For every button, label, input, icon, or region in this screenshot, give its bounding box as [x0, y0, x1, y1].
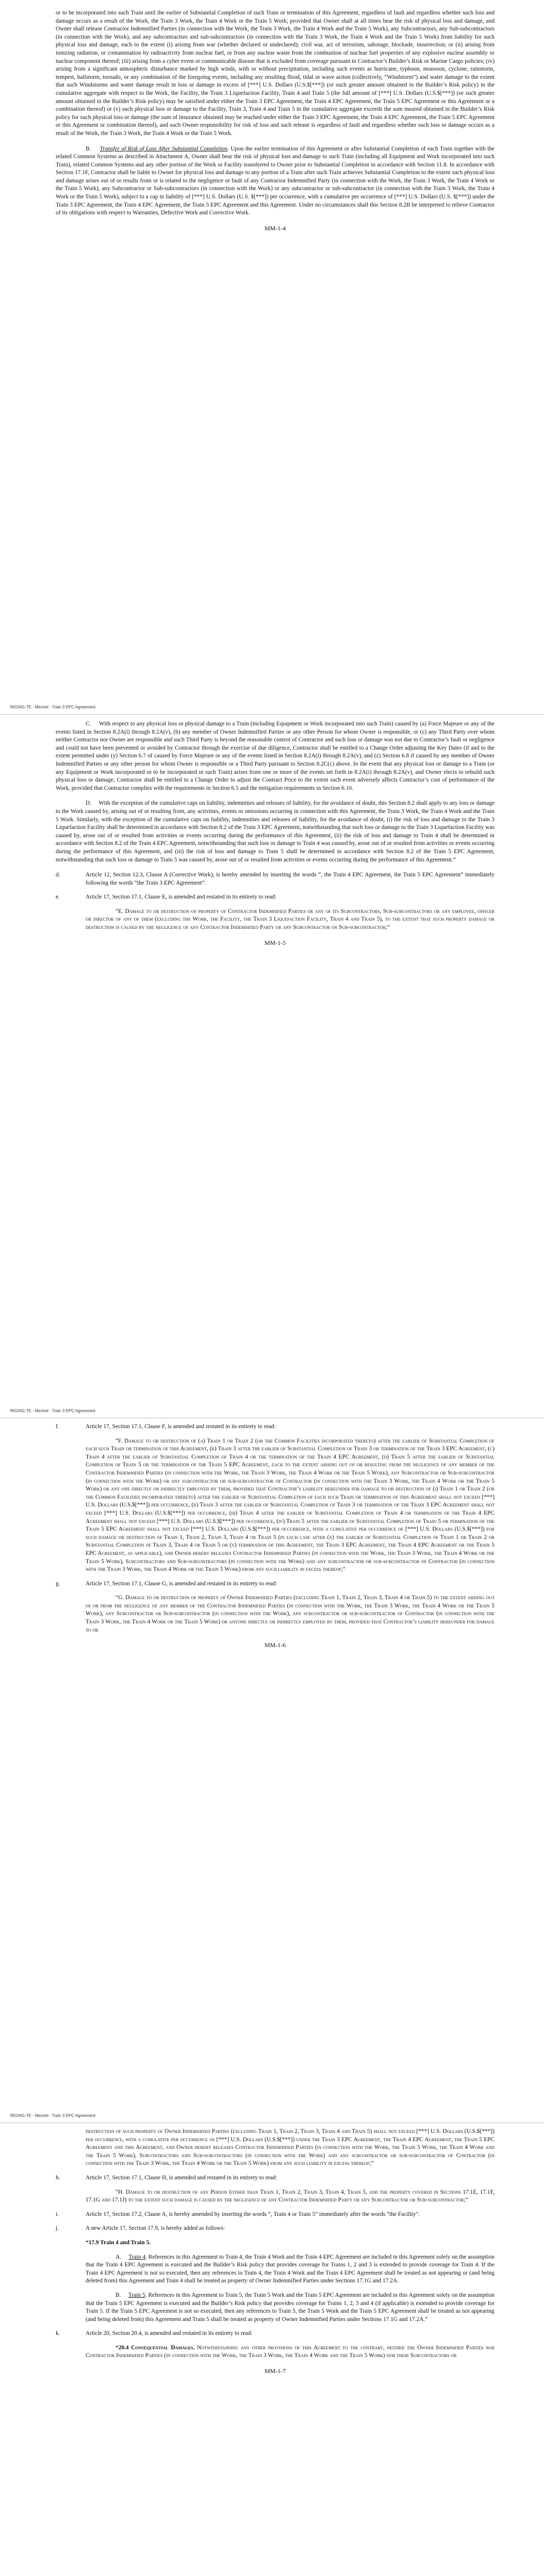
page-divider — [0, 714, 544, 715]
clause-label: A. — [116, 2253, 122, 2260]
section-17-9b-paragraph — [86, 2292, 494, 2324]
quoted-clause-body: Notwithstanding any other provisions of this Agreement to the contrary, neither the Owner Indemnified Parties nor Contractor Indemnified Parties (in connection with the Work, the Train 3 Work, the Train 4 Work and the Train 5 Work) nor their Subcontractors or — [86, 2344, 494, 2359]
section-8-2c-paragraph — [56, 720, 494, 792]
clause-body: . References in this Agreement to Train 4, the Train 4 Work and the Train 4 EPC Agreement are included in this Agreement solely on the assumption that the Train 4 EPC Agreement is executed and the Builder’s Risk policy that provides coverage for Trains 1, 2 and 3 is extended to provide coverage for Train 4. If the Train 4 EPC Agreement is not so executed, then any references to Train 4, the Train 4 Work and the Train 4 EPC Agreement shall be treated as not appearing or (and being deleted from) this Agreement and Train 4 shall be treated as property of Owner Indemnified Parties under Sections 17.1G and 17.2A. — [86, 2253, 494, 2284]
item-text: A new Article 17, Section 17.9, is hereby added as follows: — [86, 2225, 225, 2232]
quoted-clause-text: “F. Damage to or destruction of (a) Train 1 or Train 2 (or the Common Facilities incorporated thereto) after the earlier of Substantial Completion of each such Train or termination of this Agreement, (b) Train 3 after the earlier of Substantial Completion of Train 3 or termination of the Train 3 EPC Agreement, (c) Train 4 after the earlier of Substantial Completion of Train 4 or the termination of the Train 4 EPC Agreement, (d) Train 5 after the earlier of Substantial Completion of Train 5 or the termination of the Train 5 EPC Agreement, each to the extent arising out of or resulting from the negligence of any member of the Contractor Indemnified Parties (in connection with the Work, the Train 3 Work, the Train 4 Work or the Train 5 Work), any Subcontractor or Sub-subcontractor (in connection with the Work) or any subcontractor or sub-subcontractor of Contractor (in connection with the Train 3 Work, the Train 4 Work or the Train 5 Work) or any one directly or indirectly employed by them, provided that Contractor’s liability hereunder for damage to or destruction of (i) Train 1 or Train 2 (or the Common Facilities incorporated thereto) after the earlier of Substantial Completion of each such Train or termination of this Agreement shall not exceed [***] U.S. Dollars (U.S.$[***]) per occurrence, (ii) Train 3 after the earlier of Substantial Completion of Train 3 or termination of the Train 3 EPC Agreement shall not exceed [***] U.S. Dollars (U.S.$[***]) per occurrence, (iii) Train 4 after the earlier of Substantial Completion of Train 4 or termination of the Train 4 EPC Agreement shall not exceed [***] U.S. Dollars (U.S.$[***]) per occurrence, (iv) Train 5 after the earlier of Substantial Completion of Train 5 or termination of the Train 5 EPC Agreement shall not exceed [***] U.S. Dollars (U.S.$[***]) per occurrence, with a cumulative per occurrence of [***] U.S. Dollars (U.S.$[***]) for such damage or destruction of Train 1, Train 2, Train 3, Train 4 or Train 5 (in each case after (x) the earlier of Substantial Completion of Train 1 or Train 2 or Substantial Completion of Train 3, Train 4 or Train 5 or (y) termination of this Agreement, the Train 3 EPC Agreement, the Train 4 EPC Agreement or the Train 5 EPC Agreement, as applicable), and Owner hereby releases Contractor Indemnified Parties (in connection with the Work, the Train 3 Work, the Train 4 Work or the Train 5 Work), Subcontractors and Sub-subcontractors (in connection with the Work) and any subcontractor or sub-subcontractor of Contractor (in connection with the Train 3 Work, the Train 4 Work or the Train 5 Work) from any such liability in excess thereof;” — [86, 1437, 494, 1573]
document-page-1 — [0, 9, 544, 702]
quoted-clause-heading: “20.4 Consequential Damages. — [116, 2344, 195, 2351]
footer-text: RIO/AG-TE - Mechel - Train 3 EPC Agreement — [10, 2113, 95, 2118]
item-letter: f. — [56, 1423, 59, 1430]
clause-title: Train 5 — [128, 2292, 145, 2298]
item-letter: d. — [56, 872, 60, 878]
quoted-clause-text: “E. Damage to or destruction of property of Contractor Indemnified Parties or any of its Subcontractors, Sub-subcontractors or any employee, officer or director of any of them (excluding the Work, the Facility, the Train 3 Liquefaction Facility, Train 4 and Train 5), to the extent that such property damage or destruction is caused by the negligence of any Contractor Indemnified Party or any Subcontractor or Sub-subcontractor;” — [86, 908, 494, 931]
document-page-4 — [0, 2128, 544, 2576]
quoted-clause-text — [86, 2344, 494, 2360]
amended-clause-17-1g-continued — [86, 2128, 494, 2168]
clause-body: With the exception of the cumulative caps on liability, indemnities and releases of liability, for the avoidance of doubt, this Section 8.2 shall apply to any loss or damage to the Work caused by, arising out of or resulting from, any activities, events or omissions occurring in connection with this Agreement, the Train 3 Work, the Train 4 Work and the Train 5 Work. Similarly, with the exception of the cumulative caps on liability, indemnities and releases of liability, for the avoidance of doubt, (i) the risk of loss and damage to the Train 3 Liquefaction Facility shall be determined in accordance with Section 8.2 of the Train 3 EPC Agreement, notwithstanding that such loss or damage to the Train 3 Liquefaction Facility was caused by, arose out of or resulted from activities or events occurring during the performance of this Agreement, (ii) the risk of loss and damage to Train 4 shall be determined in accordance with Section 8.2 of the Train 4 EPC Agreement, notwithstanding that such loss or damage to Train 4 was caused by, arose out of or resulted from activities or events occurring during the performance of this Agreement, and (iii) the risk of loss and damage to Train 5 shall be determined in accordance with Section 8.2 of the Train 5 EPC Agreement, notwithstanding that such loss or damage to Train 5 was caused by, arose out of or resulted from activities or events occurring during the performance of this Agreement.” — [56, 800, 494, 863]
amendment-item-i — [56, 2211, 494, 2219]
section-17-9a-paragraph — [86, 2253, 494, 2285]
quoted-clause-text: “G. Damage to or destruction of property of Owner Indemnified Parties (excluding Train 1, Train 2, Train 3, Train 4 or Train 5) to the extent arising out of or from the negligence of any member of the Contractor Indemnified Parties (in connection with the Work, the Train 3 Work, the Train 4 Work or the Train 5 Work), any Subcontractor or Sub-subcontractor (in connection with the Work), any subcontractor or sub-subcontractor of Contractor (in connection with the Train 3 Work, the Train 4 Work or the Train 5 Work) or anyone directly or indirectly employed by them, provided that Contractor’s liability hereunder for damage to or — [86, 1595, 494, 1633]
item-text: Article 17, Section 17.1, Clause H, is amended and restated in its entirety to read: — [86, 2174, 277, 2181]
item-letter: h. — [56, 2174, 60, 2181]
clause-body: . Upon the earlier termination of this Agreement or after Substantial Completion of each Train together with the related Common Systems as described in Attachment A, Owner shall bear the risk of physical loss and damage to such Train (including all Equipment and Work incorporated into such Train), related Common Systems and any other portion of the Work or Facility transferred to Owner prior to Substantial Completion in accordance with Section 11.8. In accordance with Section 17.1F, Contractor shall be liable to Owner for physical loss and damage to any portion of a Train after such Train achieves Substantial Completion to the extent such physical loss and damage arises out of or results from or is related to the negligence or fault of any Contractor Indemnified Party (in connection with the Work, the Train 3 Work, the Train 4 Work or the Train 5 Work), any Subcontractor or Sub-subcontractors (in connection with the Work) or any subcontractor or sub-subcontractor (in connection with the Train 3 Work, the Train 4 Work or the Train 5 Work), subject to a cap in liability of [***] U.S. Dollars (U.S. $[***]) per occurrence, with a cumulative per occurrence of [***] U.S. Dollars (U.S. $[***]) under the Train 3 EPC Agreement, the Train 4 EPC Agreement, the Train 5 EPC Agreement and this Agreement. Under no circumstances shall this Section 8.2B be interpreted to relieve Contractor of its obligations with respect to Warranties, Defective Work and Corrective Work. — [56, 145, 494, 216]
footer-text: RIO/AG-TE - Mechel - Train 3 EPC Agreement — [10, 1409, 95, 1413]
risk-of-loss-paragraph: or to be incorporated into such Train until the earlier of Substantial Completion of such Train or termination of this Agreement, regardless of fault and regardless whether such loss and damage occurs as a result of the Work, the Train 3 Work, the Train 4 Work or the Train 5 Work; provided that Owner shall at all times bear the risk of physical loss and damage, and Owner shall release Contractor Indemnified Parties (in connection with the Work, the Train 3 Work, the Train 4 Work and the Train 5 Work), any Subcontractors, any Sub-subcontractors (in connection with the Work), and any subcontractors and sub-subcontractors (in connection with the Train 3 Work, the Train 4 Work and the Train 5 Work) from liability for such physical loss and damage, each to the extent (i) arising from war (whether declared or undeclared); civil war, act of terrorism, sabotage, blockade, insurrection; or (ii) arising from ionizing radiation, or contamination by radioactivity from nuclear fuel, or from any nuclear waste from the combustion of nuclear fuel properties of any explosive nuclear assembly or nuclear component thereof; (iii) arising from a cyber event or communicable disease that is excluded from coverage pursuant to Contractor’s Builder’s Risk or Marine Cargo policies; (iv) arising from a significant atmospheric disturbance marked by high winds, with or without precipitation, including such events as hurricane, typhoon, monsoon, cyclone, rainstorm, tempest, hailstorm, tornado, or any combination of the foregoing events, including any resulting flood, tidal or wave action (collectively, “Windstorm”) and water damage to the extent that such Windstorms and water damage result in loss or damage in excess of [***] U.S. Dollars (U.S.$[***]) (or such greater amount obtained in the Builder’s Risk policy) in the cumulative aggregate with respect to the Work, the Facility, the Train 3 Liquefaction Facility, Train 4 and Train 5 (the full amount of [***] U.S. Dollars (U.S.$[***]) (or such greater amount obtained in the Builder’s Risk policy) may be satisfied under either the Train 3 EPC Agreement, the Train 4 EPC Agreement, the Train 5 EPC Agreement or this Agreement or a combination thereof) or (v) such physical loss or damage to the Facility, Train 3, Train 4 and Train 5 in the cumulative aggregate exceeds the sum insured obtained in the Builder’s Risk policy for such physical loss or damage (the sum of insurance obtained may be reached under either the Train 3 EPC Agreement, the Train 4 EPC Agreement, the Train 5 EPC Agreement or this Agreement or combination thereof), and such Owner responsibility for risk of loss and such release is regardless of fault and regardless whether such loss or damage occurs as a result of the Work, the Train 3 Work, the Train 4 Work or the Train 5 Work. — [56, 10, 494, 137]
item-letter: i. — [56, 2211, 59, 2217]
amendment-item-g — [56, 1580, 494, 1588]
item-letter: g. — [56, 1580, 60, 1587]
clause-label: C. — [86, 721, 91, 727]
item-letter: j. — [56, 2225, 59, 2232]
page-number: MM-1-6 — [264, 1641, 286, 1649]
item-text: Article 17, Section 17.1, Clause E, is amended and restated in its entirety to read: — [86, 894, 277, 901]
clause-title: Transfer of Risk of Loss After Substantial Completion — [100, 145, 228, 152]
page-number: MM-1-5 — [264, 939, 286, 946]
clause-body: . References in this Agreement to Train 5, the Train 5 Work and the Train 5 EPC Agreement are included in this Agreement solely on the assumption that the Train 5 EPC Agreement is executed and the Builder’s Risk policy that provides coverage for Trains 1, 2, 3 and 4 (if applicable) is extended to provide coverage for Train 5. If the Train 5 EPC Agreement is not so executed, then any references to Train 5, the Train 5 Work and the Train 5 EPC Agreement shall be treated as not appearing (and being deleted from) this Agreement and Train 5 shall be treated as property of Owner Indemnified Parties under Sections 17.1G and 17.2A.” — [86, 2292, 494, 2323]
amendment-item-k — [56, 2330, 494, 2338]
footer-text: RIO/AG-TE - Mechel - Train 3 EPC Agreement — [10, 705, 95, 709]
item-letter: e. — [56, 894, 60, 901]
item-text: Article 17, Section 17.1, Clause F, is amended and restated in its entirety to read: — [86, 1423, 276, 1430]
quoted-clause-text: “H. Damage to or destruction of any Person (other than Train 1, Train 2, Train 3, Train 4, Train 5, and the property covered in Sections 17.1E, 17.1F, 17.1G and 17.1J) to the extent such damage is caused by the negligence of any Contractor Indemnified Party or any Subcontractor or Sub-subcontractor;” — [86, 2189, 494, 2204]
amended-clause-17-1e — [86, 908, 494, 932]
amendment-item-e — [56, 893, 494, 902]
item-text: Article 12, Section 12.3, Clause A (Corrective Work), is hereby amended by inserting the words “, the Train 4 EPC Agreement, the Train 5 EPC Agreement” immediately following the words “the Train 3 EPC Agreement”. — [86, 872, 494, 886]
amendment-item-d — [56, 871, 494, 887]
section-17-9-heading: “17.9 Train 4 and Train 5. — [86, 2239, 151, 2246]
clause-label: D. — [86, 800, 92, 807]
clause-label: B. — [116, 2292, 121, 2298]
item-letter: k. — [56, 2330, 60, 2337]
section-8-2b-paragraph — [56, 145, 494, 217]
clause-title: Train 4 — [128, 2253, 146, 2260]
item-text: Article 17, Section 17.2, Clause A, is hereby amended by inserting the words “, Train 4 or Train 5” immediately after the words “the Facility”. — [86, 2211, 420, 2217]
item-text: Article 17, Section 17.1, Clause G, is amended and restated in its entirety to read: — [86, 1580, 277, 1587]
amendment-item-f — [56, 1423, 494, 1431]
amended-clause-17-1f — [86, 1437, 494, 1574]
amendment-item-j — [56, 2225, 494, 2233]
section-8-2d-paragraph — [56, 800, 494, 864]
amended-clause-20-4 — [86, 2344, 494, 2360]
item-text: Article 20, Section 20.4, is amended and restated in its entirety to read: — [86, 2330, 253, 2337]
document-page-3 — [0, 1423, 544, 2113]
quoted-clause-text: destruction of such property of Owner Indemnified Parties (excluding Train 1, Train 2, Train 3, Train 4 and Train 5) shall not exceed [***] U.S. Dollars (U.S.$[***]) per occurrence, with a cumulative per occurrence of [***] U.S. Dollars (U.S.$[***]) under the Train 3 EPC Agreement, the Train 4 EPC Agreement, the Train 5 EPC Agreement and this Agreement, and Owner hereby releases Contractor Indemnified Parties (in connection with the Work, the Train 3 Work, the Train 4 Work and the Train 5 Work), Subcontractors and Sub-subcontractors (in connection with the Work) and any subcontractor or sub-subcontractor of Contractor (in connection with the Train 3 Work, the Train 4 Work or the Train 5 Work) from any such liability in excess thereof;” — [86, 2128, 494, 2167]
document-page-2 — [0, 720, 544, 1408]
amended-clause-17-1h — [86, 2189, 494, 2205]
page-number: MM-1-4 — [264, 224, 286, 232]
amendment-item-h — [56, 2174, 494, 2182]
clause-label: B. — [86, 145, 91, 152]
clause-body: With respect to any physical loss or physical damage to a Train (including Equipment or Work incorporated into such Train) caused by (a) Force Majeure or any of the events listed in Section 8.2A(i) through 8.2A(v), (b) any member of Owner Indemnified Parties or any other Person for whom Owner is responsible, or (c) any Third Party over whom neither Contractor nor Owner are responsible and such Third Party is beyond the reasonable control of Contractor and such loss or damage was not due to Contractor’s fault or negligence and could not have been prevented or avoided by Contractor through the exercise of due diligence, Contractor shall be entitled to a Change Order adjusting the Key Dates (if and to the extent permitted under (y) Section 6.7 of caused by Force Majeure or any of the events listed in Section 8.2A(i) through 8.2A(v), and (z) Section 6.8 if caused by any member of Owner Indemnified Parties or any other person for whom Owner is responsible or a Third Party pursuant to Section 8.2C(c) above. In the event that any physical loss or damage to a Train (or any Equipment or Work incorporated or to be incorporated in such Train) arises from one or more of the events set forth in 8.2A(i) through 8.2A(v), and Owner elects to rebuild such physical loss or damage, Contractor shall be entitled to a Change Order to adjust the Contract Price to the extent such event adversely affects Contractor’s cost of performance of the Work, provided that Contractor complies with the requirements in Section 6.5 and the mitigation requirements in Section 6.10. — [56, 721, 494, 791]
amended-clause-17-1g — [86, 1594, 494, 1634]
page-number: MM-1-7 — [264, 2367, 286, 2375]
